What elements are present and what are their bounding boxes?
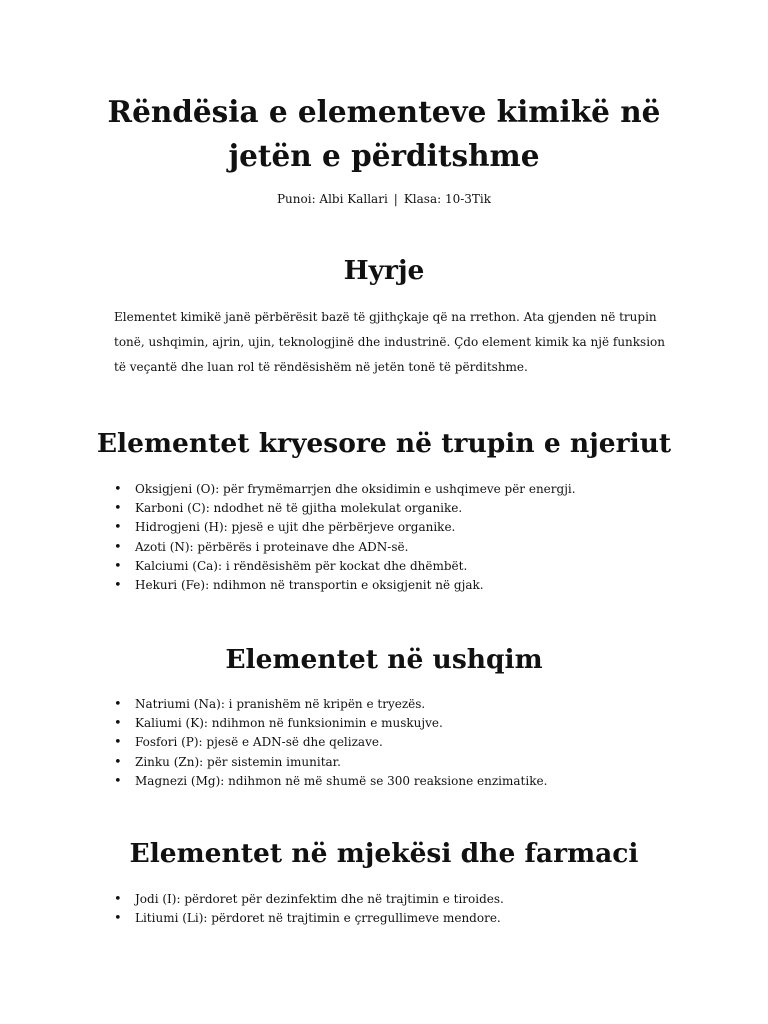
class-name: Klasa: 10-3Tik [403,192,492,206]
section-heading-food-elements: Elementet në ushqim [225,644,543,675]
body-elements-list [114,480,694,595]
byline [0,190,768,208]
intro-paragraph: Elementet kimikë janë përbërësit bazë të gjithçkaje që na rrethon. Ata gjenden në trupin tonë, ushqimin, ajrin, ujin, teknologjinë dhe industrinë. Çdo element kimik ka një funksion të veçantë dhe luan rol të rëndësishëm në jetën tonë të përditshme. [114,310,666,374]
list-item: • Magnezi (Mg): ndihmon në më shumë se 300 reaksione enzimatike. [114,772,694,791]
list-item: • Karboni (C): ndodhet në të gjitha molekulat organike. [114,499,694,518]
list-item: • Azoti (N): përbërës i proteinave dhe ADN-së. [114,538,694,557]
list-item: • Oksigjeni (O): për frymëmarrjen dhe oksidimin e ushqimeve për energji. [114,480,694,499]
list-item: • Litiumi (Li): përdoret në trajtimin e çrregullimeve mendore. [114,909,694,928]
medicine-elements-list [114,890,694,928]
list-item: • Jodi (I): përdoret për dezinfektim dhe në trajtimin e tiroides. [114,890,694,909]
byline-separator: | [393,192,398,206]
section-heading-body-elements: Elementet kryesore në trupin e njeriut [96,428,672,459]
document-title: Rëndësia e elementeve kimikë në jetën e përditshme [107,94,661,173]
section-heading-intro: Hyrje [343,255,425,286]
list-item: • Hekuri (Fe): ndihmon në transportin e oksigjenit në gjak. [114,576,694,595]
list-item: • Zinku (Zn): për sistemin imunitar. [114,753,694,772]
section-heading-medicine-elements: Elementet në mjekësi dhe farmaci [129,838,639,869]
list-item: • Hidrogjeni (H): pjesë e ujit dhe përbërjeve organike. [114,518,694,537]
list-item: • Kaliumi (K): ndihmon në funksionimin e muskujve. [114,714,694,733]
list-item: • Natriumi (Na): i pranishëm në kripën e tryezës. [114,695,694,714]
author-name: Punoi: Albi Kallari [276,192,388,206]
food-elements-list [114,695,694,791]
list-item: • Kalciumi (Ca): i rëndësishëm për kockat dhe dhëmbët. [114,557,694,576]
list-item: • Fosfori (P): pjesë e ADN-së dhe qelizave. [114,733,694,752]
